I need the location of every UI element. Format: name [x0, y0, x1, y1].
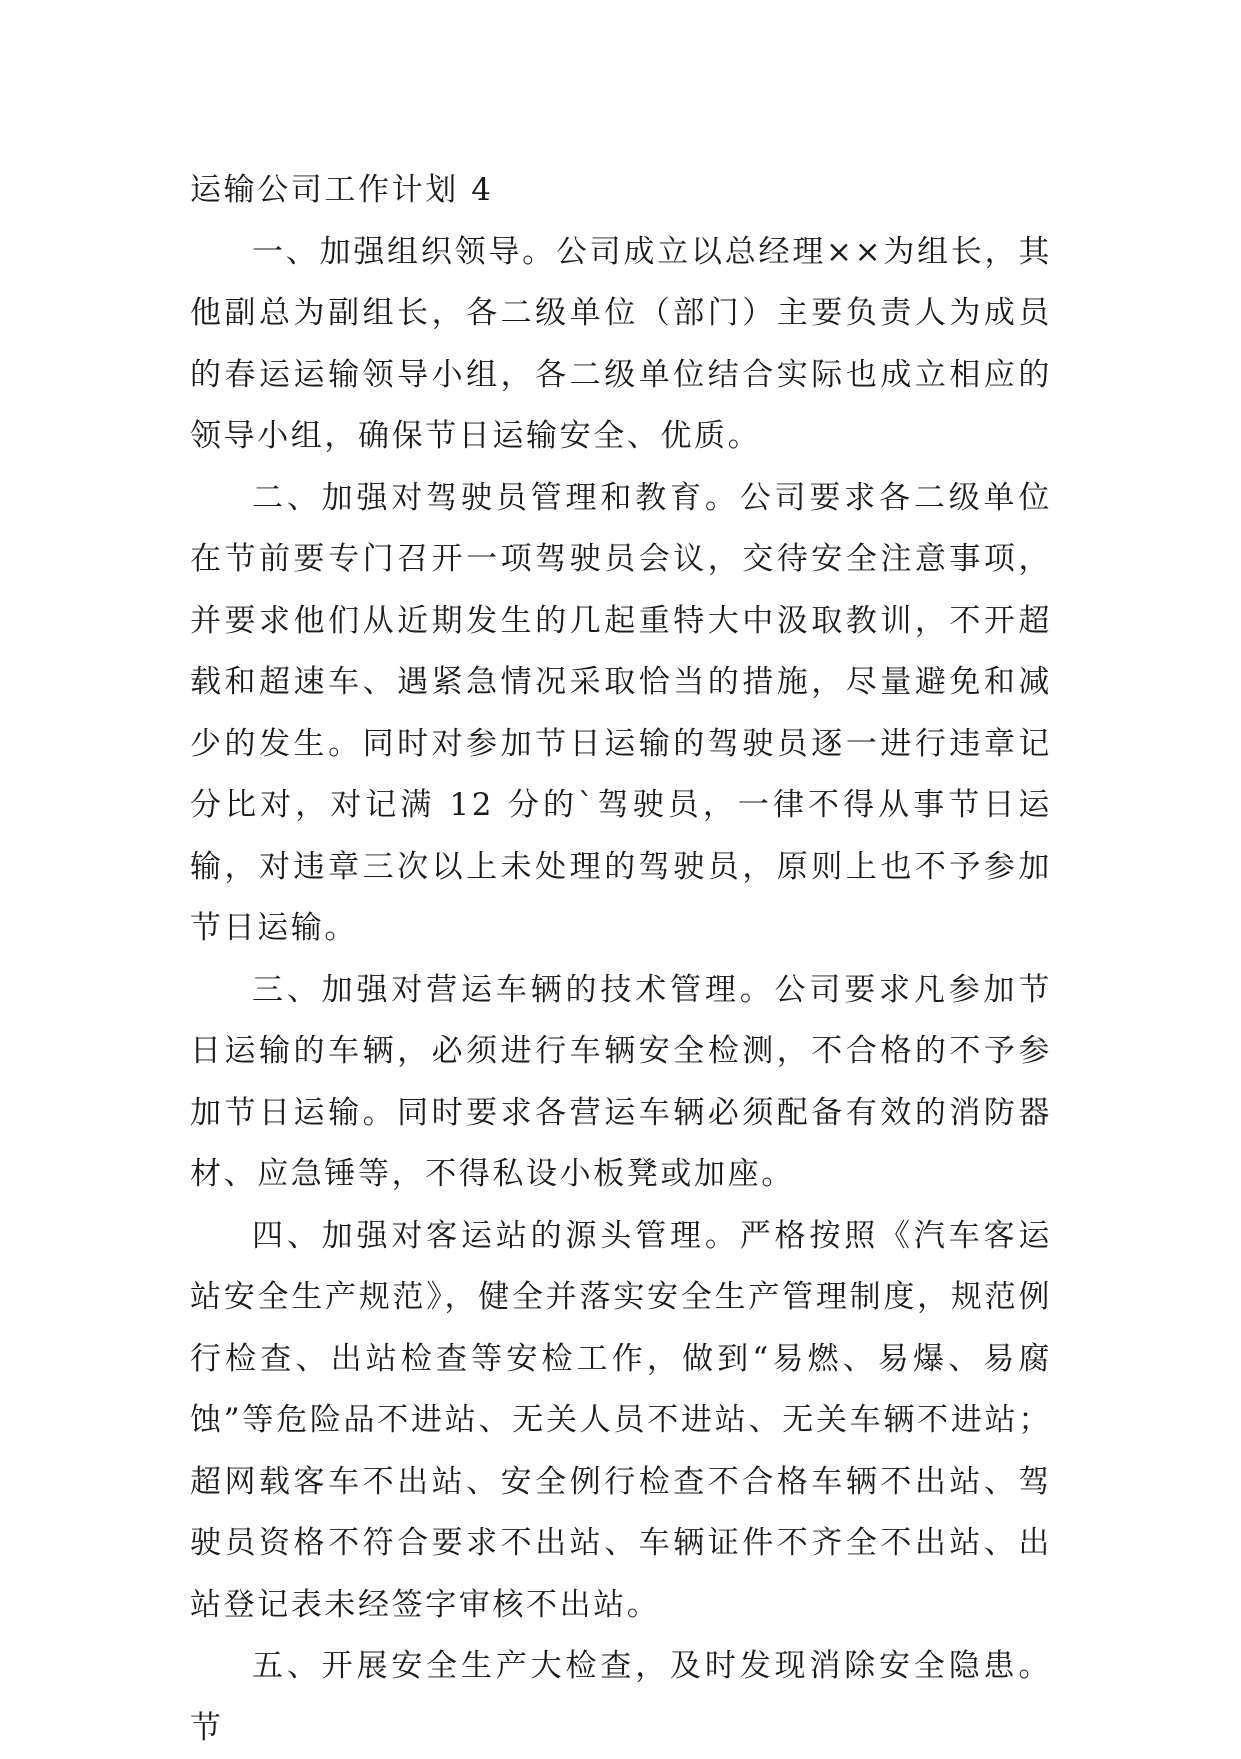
- paragraph-vehicle-technical-management: 三、加强对营运车辆的技术管理。公司要求凡参加节日运输的车辆，必须进行车辆安全检测，不合格的不予参加节日运输。同时要求各营运车辆必须配备有效的消防器材、应急锤等，不得私设小板凳或加座。: [190, 971, 1052, 1192]
- document-body: [190, 160, 1052, 1759]
- document-title: 运输公司工作计划 4: [190, 172, 494, 208]
- paragraph-station-source-management: 四、加强对客运站的源头管理。严格按照《汽车客运站安全生产规范》，健全并落实安全生产管理制度，规范例行检查、出站检查等安检工作，做到“易燃、易爆、易腐蚀”等危险品不进站、无关人员不进站、无关车辆不进站；超网载客车不出站、安全例行检查不合格车辆不出站、驾驶员资格不符合要求不出站、车辆证件不齐全不出站、出站登记表未经签字审核不出站。: [190, 1217, 1052, 1623]
- paragraph-driver-management: 二、加强对驾驶员管理和教育。公司要求各二级单位在节前要专门召开一项驾驶员会议，交待安全注意事项，并要求他们从近期发生的几起重特大中汲取教训，不开超载和超速车、遇紧急情况采取恰当的措施，尽量避免和减少的发生。同时对参加节日运输的驾驶员逐一进行违章记分比对，对记满 12 分的`驾驶员，一律不得从事节日运输，对违章三次以上未处理的驾驶员，原则上也不予参加节日运输。: [190, 479, 1052, 946]
- paragraph-organization-leadership: 一、加强组织领导。公司成立以总经理××为组长，其他副总为副组长，各二级单位（部门）主要负责人为成员的春运运输领导小组，各二级单位结合实际也成立相应的领导小组，确保节日运输安全、优质。: [190, 233, 1052, 454]
- paragraph-safety-inspection: 五、开展安全生产大检查，及时发现消除安全隐患。节: [190, 1648, 1052, 1746]
